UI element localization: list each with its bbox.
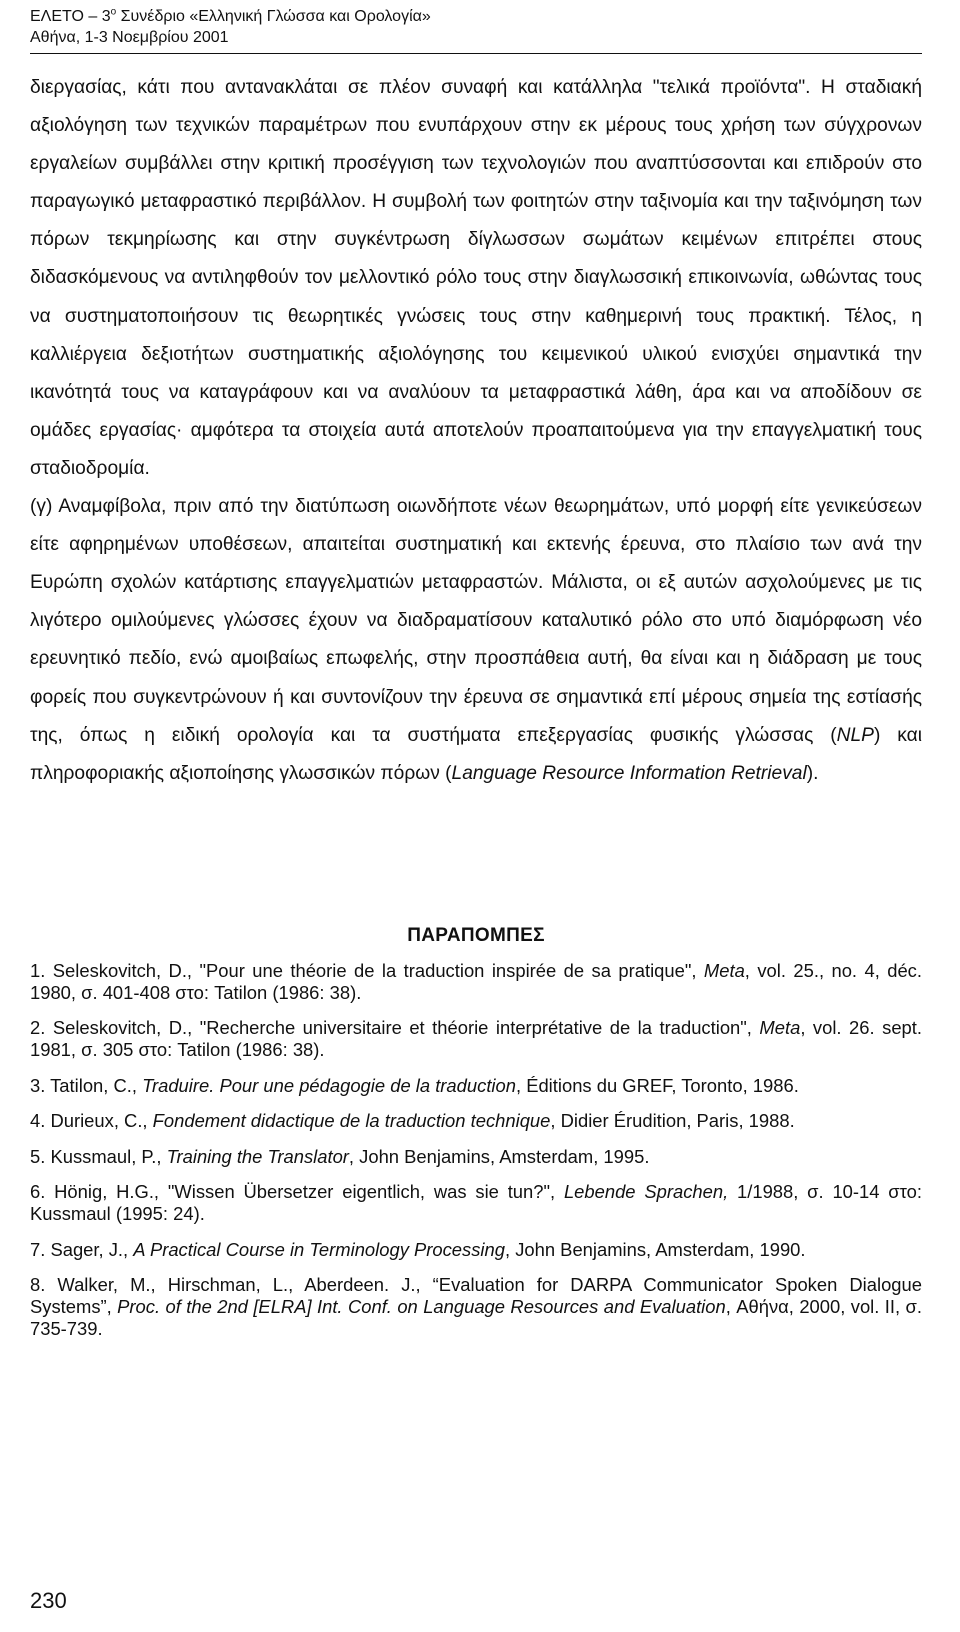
reference-journal: Meta [703, 960, 745, 981]
reference-journal: Lebende Sprachen, [563, 1181, 729, 1203]
header-title-suffix: Συνέδριο «Ελληνική Γλώσσα και Ορολογία» [116, 8, 431, 25]
header-title-prefix: ΕΛΕΤΟ – 3 [30, 8, 111, 25]
reference-text: 5. Kussmaul, P., [30, 1145, 167, 1167]
reference-item [30, 1181, 922, 1224]
reference-item [30, 1110, 922, 1132]
reference-text: 1. Seleskovitch, D., "Pour une théorie de la traduction inspirée de sa pratique", [30, 960, 704, 981]
nlp-abbreviation: NLP [836, 724, 874, 746]
body-text [30, 69, 922, 793]
header-location-date: Αθήνα, 1-3 Νοεμβρίου 2001 [30, 29, 229, 46]
reference-title: Training the Translator [166, 1145, 349, 1167]
reference-text: 4. Durieux, C., [30, 1110, 153, 1132]
reference-text: 8. Walker, M., Hirschman, L., Aberdeen. J., “Evaluation for DARPA Communicator Spoken Dialogue Systems”, [30, 1274, 922, 1317]
reference-text: , John Benjamins, Amsterdam, 1990. [504, 1238, 806, 1260]
reference-item [30, 1239, 922, 1261]
header-conference-title [30, 6, 922, 27]
references-list [30, 960, 922, 1353]
reference-text: , Éditions du GREF, Toronto, 1986. [515, 1074, 799, 1096]
running-header [30, 6, 922, 48]
reference-text: , Αθήνα, 2000, vol. II, σ. 735-739. [30, 1295, 922, 1339]
reference-journal: Meta [759, 1017, 801, 1039]
reference-text: , vol. 25., no. 4, déc. 1980, σ. 401-408 στο: Tatilon (1986: 38). [30, 960, 922, 1003]
reference-title: Traduire. Pour une pédagogie de la traduction [142, 1074, 516, 1096]
reference-item [30, 1146, 922, 1168]
paragraph-c [30, 488, 922, 793]
reference-proceedings: Proc. of the 2nd [ELRA] Int. Conf. on Language Resources and Evaluation [117, 1295, 726, 1317]
paragraph: διεργασίας, κάτι που αντανακλάται σε πλέον συναφή και κατάλληλα "τελικά προϊόντα". Η σταδιακή αξιολόγηση των τεχνικών παραμέτρων που ενυπάρχουν στην εκ μέρους τους χρήση των σύγχρονων εργαλείων συμβάλλει στην κριτική προσέγγιση των τεχνολογιών που αναπτύσσονται και επιδρούν στο παραγωγικό μεταφραστικό περιβάλλον. Η συμβολή των φοιτητών στην ταξινομία και την ταξινόμηση των πόρων τεκμηρίωσης και στην συγκέντρωση δίγλωσσων σωμάτων κειμένων επιτρέπει στους διδασκόμενους να αντιληφθούν τον μελλοντικό ρόλο τους στην διαγλωσσική επικοινωνία, ωθώντας τους να συστηματοποιήσουν τις θεωρητικές γνώσεις τους στην καθημερινή τους πρακτική. Τέλος, η καλλιέργεια δεξιοτήτων συστηματικής αξιολόγησης του κειμενικού υλικού ενισχύει σημαντικά την ικανότητά τους να καταγράφουν και να αναλύουν τα μεταφραστικά λάθη, άρα και να αποδίδουν σε ομάδες εργασίας· αμφότερα τα στοιχεία αυτά αποτελούν προαπαιτούμενα για την επαγγελματική τους σταδιοδρομία. [30, 77, 922, 479]
page-number: 230 [30, 1588, 67, 1613]
paragraph-c-text-end: ). [806, 762, 819, 784]
reference-text: , John Benjamins, Amsterdam, 1995. [348, 1145, 650, 1167]
reference-title: Fondement didactique de la traduction technique [152, 1110, 551, 1132]
reference-item [30, 960, 922, 1003]
paragraph-c-text-mid: ) και πληροφοριακής αξιοποίησης γλωσσικών πόρων ( [30, 724, 923, 784]
reference-title: A Practical Course in Terminology Processing [133, 1238, 505, 1260]
reference-item [30, 1017, 922, 1060]
reference-text: 1/1988, σ. 10-14 στο: Kussmaul (1995: 24). [30, 1181, 922, 1225]
reference-item [30, 1075, 922, 1097]
reference-text: , vol. 26. sept. 1981, σ. 305 στο: Tatilon (1986: 38). [30, 1017, 922, 1060]
header-ordinal-superscript: ο [110, 6, 117, 18]
paragraph-c-text: (γ) Αναμφίβολα, πριν από την διατύπωση οιωνδήποτε νέων θεωρημάτων, υπό μορφή είτε γενικεύσεων είτε αφηρημένων υποθέσεων, απαιτείται συστηματική και εκτενής έρευνα, στο πλαίσιο των ανά την Ευρώπη σχολών κατάρτισης επαγγελματιών μεταφραστών. Μάλιστα, οι εξ αυτών ασχολούμενες με τις λιγότερο ομιλούμενες γλώσσες έχουν να διαδραματίσουν καταλυτικό ρόλο στο υπό διαμόρφωση νέο ερευνητικό πεδίο, ενώ αμοιβαίως επωφελής, στην προσπάθεια αυτή, θα είναι και η διάδραση με τους φορείς που συγκεντρώνουν ή και συντονίζουν την έρευνα σε σημαντικά επί μέρους σημεία της εστίασής της, όπως η ειδική ορολογία και τα συστήματα επεξεργασίας φυσικής γλώσσας ( [30, 496, 922, 746]
reference-item [30, 1274, 922, 1339]
references-heading: ΠΑΡΑΠΟΜΠΕΣ [407, 925, 545, 946]
lrir-term: Language Resource Information Retrieval [451, 762, 807, 784]
reference-text: , Didier Érudition, Paris, 1988. [550, 1110, 795, 1132]
reference-text: 7. Sager, J., [30, 1238, 134, 1260]
reference-text: 2. Seleskovitch, D., "Recherche universitaire et théorie interprétative de la traduction", [30, 1017, 760, 1039]
reference-text: 6. Hönig, H.G., "Wissen Übersetzer eigentlich, was sie tun?", [30, 1181, 564, 1203]
reference-text: 3. Tatilon, C., [30, 1074, 143, 1096]
header-divider [30, 53, 922, 54]
